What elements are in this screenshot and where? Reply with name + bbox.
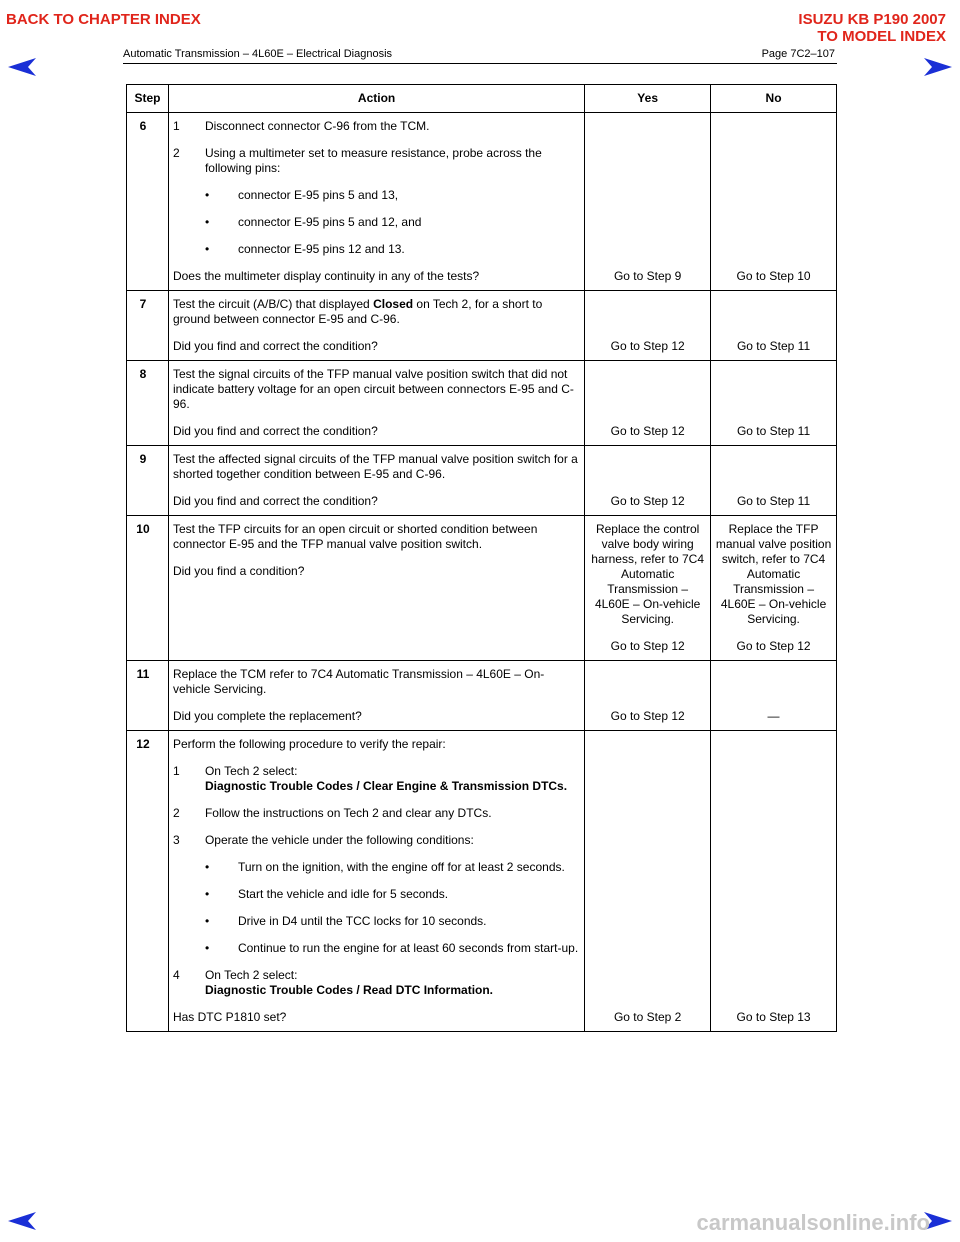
question: Has DTC P1810 set? — [172, 1010, 287, 1024]
diagnostic-table — [126, 84, 837, 1032]
step-number: 9 — [127, 446, 169, 516]
menu-path: Read DTC Information. — [363, 983, 494, 997]
bullet: • — [204, 242, 210, 256]
model-index-link[interactable] — [798, 11, 946, 45]
bullet: • — [204, 188, 210, 202]
step-number: 12 — [127, 731, 169, 1032]
no-cell: Go to Step 11 — [711, 291, 837, 361]
menu-path: Diagnostic Trouble Codes — [204, 983, 353, 997]
question: Did you find and correct the condition? — [172, 339, 378, 353]
table-row — [127, 661, 837, 731]
no-cell: — — [711, 661, 837, 731]
bullet-item: connector E-95 pins 5 and 12, and — [237, 215, 422, 229]
action-text: Test the signal circuits of the TFP manual valve position switch that did not indicate battery voltage for an open circuit between connectors E-95 and C-96. — [172, 367, 574, 411]
question: Does the multimeter display continuity in any of the tests? — [172, 269, 480, 283]
table-header-row — [127, 85, 837, 113]
no-note: Replace the TFP manual valve position switch, refer to 7C4 Automatic Transmission – 4L60E – On-vehicle Servicing. — [715, 522, 832, 626]
bullet-item: Continue to run the engine for at least 60 seconds from start-up. — [237, 941, 579, 955]
list-number: 2 — [172, 806, 180, 820]
action-cell — [168, 516, 584, 661]
bullet-item: Turn on the ignition, with the engine off for at least 2 seconds. — [237, 860, 565, 874]
step-number: 6 — [127, 113, 169, 291]
column-header-action: Action — [168, 85, 584, 113]
no-cell: Go to Step 10 — [711, 113, 837, 291]
list-number: 2 — [172, 146, 180, 160]
action-text: Perform the following procedure to verify the repair: — [172, 737, 446, 751]
question: Did you find a condition? — [172, 564, 305, 578]
yes-cell: Go to Step 12 — [585, 661, 711, 731]
no-cell: Go to Step 13 — [711, 731, 837, 1032]
bullet: • — [204, 215, 210, 229]
bullet: • — [204, 860, 210, 874]
page-number: Page 7C2–107 — [761, 48, 835, 60]
list-item: Follow the instructions on Tech 2 and clear any DTCs. — [204, 806, 492, 820]
table-row — [127, 731, 837, 1032]
yes-cell: Go to Step 12 — [585, 446, 711, 516]
table-row — [127, 113, 837, 291]
list-item — [205, 968, 493, 998]
menu-path: Diagnostic Trouble Codes — [204, 779, 353, 793]
step-number: 11 — [127, 661, 169, 731]
action-cell — [168, 731, 584, 1032]
yes-result: Go to Step 12 — [610, 639, 685, 653]
step-number: 7 — [127, 291, 169, 361]
action-cell — [168, 661, 584, 731]
no-cell: Go to Step 11 — [711, 446, 837, 516]
bullet-item: Drive in D4 until the TCC locks for 10 seconds. — [237, 914, 487, 928]
menu-separator: / — [353, 983, 364, 997]
step-number: 8 — [127, 361, 169, 446]
question: Did you find and correct the condition? — [172, 494, 378, 508]
watermark: carmanualsonline.info — [696, 1210, 930, 1235]
yes-cell: Go to Step 2 — [585, 731, 711, 1032]
bullet-item: connector E-95 pins 12 and 13. — [237, 242, 405, 256]
question: Did you complete the replacement? — [172, 709, 362, 723]
list-item-text: On Tech 2 select: — [204, 968, 298, 982]
list-number: 3 — [172, 833, 180, 847]
step-number: 10 — [127, 516, 169, 661]
action-text: Replace the TCM refer to 7C4 Automatic Transmission – 4L60E – On-vehicle Servicing. — [172, 667, 545, 696]
no-result: Go to Step 12 — [736, 639, 811, 653]
bullet-item: Start the vehicle and idle for 5 seconds. — [237, 887, 449, 901]
action-cell — [168, 446, 584, 516]
list-number: 1 — [172, 119, 180, 133]
menu-path: Clear Engine & Transmission DTCs. — [363, 779, 568, 793]
arrow-left-icon[interactable] — [6, 56, 38, 78]
yes-cell: Go to Step 12 — [585, 361, 711, 446]
list-item: Operate the vehicle under the following conditions: — [204, 833, 474, 847]
action-cell — [168, 113, 584, 291]
no-cell: Go to Step 11 — [711, 361, 837, 446]
page-header-title: Automatic Transmission – 4L60E – Electrical Diagnosis — [123, 48, 393, 60]
table-row — [127, 446, 837, 516]
table-row — [127, 516, 837, 661]
header-divider — [123, 63, 837, 64]
column-header-yes: Yes — [585, 85, 711, 113]
column-header-step: Step — [127, 85, 169, 113]
model-title-line: ISUZU KB P190 2007 — [798, 11, 946, 28]
list-number: 4 — [172, 968, 180, 982]
action-cell — [168, 361, 584, 446]
menu-separator: / — [353, 779, 364, 793]
action-text-part: on Tech 2, for a short to ground between connector E-95 and C-96. — [172, 297, 543, 326]
action-text — [173, 297, 581, 327]
bullet-item: connector E-95 pins 5 and 13, — [237, 188, 399, 202]
table-row — [127, 361, 837, 446]
yes-cell: Go to Step 12 — [585, 291, 711, 361]
list-number: 1 — [172, 764, 180, 778]
yes-cell: Go to Step 9 — [585, 113, 711, 291]
no-cell — [711, 516, 837, 661]
list-item-text: On Tech 2 select: — [204, 764, 298, 778]
back-to-chapter-index-link[interactable]: BACK TO CHAPTER INDEX — [6, 11, 201, 28]
bullet: • — [204, 914, 210, 928]
to-model-index-line: TO MODEL INDEX — [817, 28, 946, 45]
list-item: Disconnect connector C-96 from the TCM. — [204, 119, 430, 133]
yes-note: Replace the control valve body wiring harness, refer to 7C4 Automatic Transmission – 4L60E – On-vehicle Servicing. — [591, 522, 705, 626]
table-row — [127, 291, 837, 361]
list-item — [205, 764, 567, 794]
list-item: Using a multimeter set to measure resistance, probe across the following pins: — [204, 146, 542, 175]
column-header-no: No — [711, 85, 837, 113]
bullet: • — [204, 941, 210, 955]
tech2-status-term: Closed — [373, 297, 414, 311]
action-cell — [168, 291, 584, 361]
arrow-right-icon[interactable] — [922, 56, 954, 78]
yes-cell — [585, 516, 711, 661]
action-text: Test the affected signal circuits of the TFP manual valve position switch for a shorted together condition between E-95 and C-96. — [172, 452, 578, 481]
action-text-part: Test the circuit (A/B/C) that displayed — [172, 297, 374, 311]
question: Did you find and correct the condition? — [172, 424, 378, 438]
bullet: • — [204, 887, 210, 901]
arrow-left-icon[interactable] — [6, 1210, 38, 1232]
action-text: Test the TFP circuits for an open circuit or shorted condition between connector E-95 and the TFP manual valve position switch. — [172, 522, 538, 551]
